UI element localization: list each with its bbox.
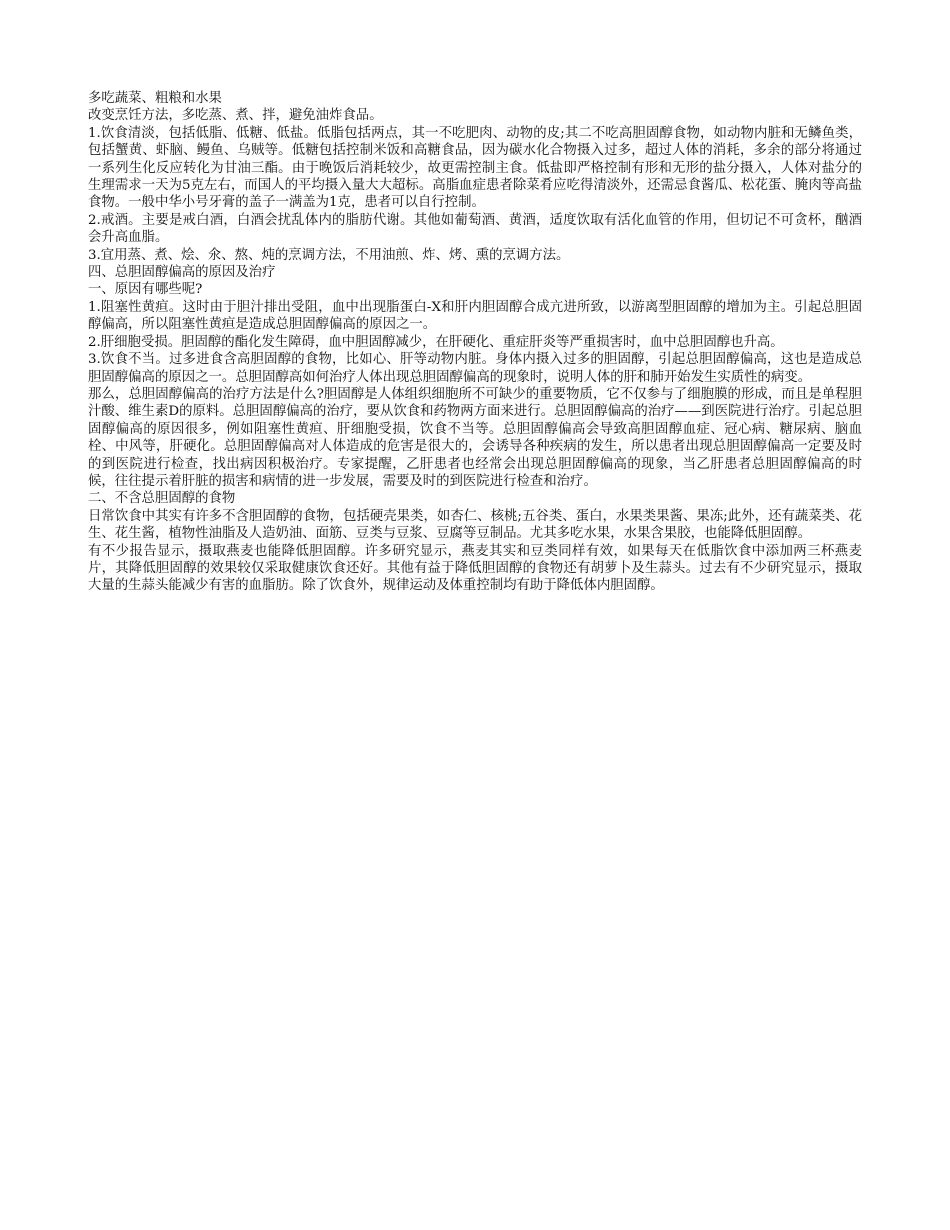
paragraph-obstructive-jaundice: 1.阻塞性黄疸。这时由于胆汁排出受阻，血中出现脂蛋白-X和肝内胆固醇合成亢进所致，以游离型胆固醇的增加为主。引起总胆固醇偏高，所以阻塞性黄疸是造成总胆固醇偏高的原因之一。: [88, 299, 862, 333]
paragraph-treatment: 那么，总胆固醇偏高的治疗方法是什么?胆固醇是人体组织细胞所不可缺少的重要物质，它不仅参与了细胞膜的形成，而且是单程胆汁酸、维生素D的原料。总胆固醇偏高的治疗，要从饮食和药物两方面来进行。总胆固醇偏高的治疗——到医院进行治疗。引起总胆固醇偏高的原因很多，例如阻塞性黄疸、肝细胞受损，饮食不当等。总胆固醇偏高会导致高胆固醇血症、冠心病、糖尿病、脑血栓、中风等，肝硬化。总胆固醇偏高对人体造成的危害是很大的，会诱导各种疾病的发生，所以患者出现总胆固醇偏高一定要及时的到医院进行检查，找出病因积极治疗。专家提醒，乙肝患者也经常会出现总胆固醇偏高的现象，当乙肝患者总胆固醇偏高的时候，往往提示着肝脏的损害和病情的进一步发展，需要及时的到医院进行检查和治疗。: [88, 386, 862, 489]
paragraph-liver-damage: 2.肝细胞受损。胆固醇的酯化发生障碍，血中胆固醇减少，在肝硬化、重症肝炎等严重损害时，血中总胆固醇也升高。: [88, 334, 784, 350]
subheading-vegetables: 多吃蔬菜、粗粮和水果: [88, 91, 222, 106]
paragraph-daily-foods: 日常饮食中其实有许多不含胆固醇的食物，包括硬壳果类，如杏仁、核桃;五谷类、蛋白，水果类果酱、果冻;此外，还有蔬菜类、花生、花生酱，植物性油脂及人造奶油、面筋、豆类与豆浆、豆腐等豆制品。尤其多吃水果，水果含果胶，也能降低胆固醇。: [88, 508, 862, 542]
paragraph-quit-alcohol: 2.戒酒。主要是戒白酒，白酒会扰乱体内的脂肪代谢。其他如葡萄酒、黄酒，适度饮取有活化血管的作用，但切记不可贪杯，酗酒会升高血脂。: [88, 212, 862, 246]
paragraph-cooking-methods: 改变烹饪方法，多吃蒸、煮、拌，避免油炸食品。: [88, 108, 383, 124]
subheading-cholesterol-free-foods: 二、不含总胆固醇的食物: [88, 491, 236, 507]
paragraph-light-diet: 1.饮食清淡，包括低脂、低糖、低盐。低脂包括两点，其一不吃肥肉、动物的皮;其二不吃高胆固醇食物，如动物内脏和无鳞鱼类，包括蟹黄、虾脑、鳗鱼、乌贼等。低糖包括控制米饭和高糖食品，因为碳水化合物摄入过多，超过人体的消耗，多余的部分将通过一系列生化反应转化为甘油三酯。由于晚饭后消耗较少，故更需控制主食。低盐即严格控制有形和无形的盐分摄入，人体对盐分的生理需求一天为5克左右，而国人的平均摄入量大大超标。高脂血症患者除菜肴应吃得清淡外，还需忌食酱瓜、松花蛋、腌肉等高盐食物。一般中华小号牙膏的盖子一满盖为1克，患者可以自行控制。: [88, 125, 862, 211]
subheading-causes: 一、原因有哪些呢?: [88, 282, 203, 298]
section-heading-causes-treatment: 四、总胆固醇偏高的原因及治疗: [88, 265, 276, 281]
paragraph-oats: 有不少报告显示，摄取燕麦也能降低胆固醇。许多研究显示，燕麦其实和豆类同样有效，如果每天在低脂饮食中添加两三杯燕麦片，其降低胆固醇的效果较仅采取健康饮食还好。其他有益于降低胆固醇的食物还有胡萝卜及生蒜头。过去有不少研究显示，摄取大量的生蒜头能减少有害的血脂肪。除了饮食外，规律运动及体重控制均有助于降低体内胆固醇。: [88, 543, 862, 594]
paragraph-cooking-style: 3.宜用蒸、煮、烩、氽、熬、炖的烹调方法，不用油煎、炸、烤、熏的烹调方法。: [88, 247, 570, 263]
document-body: [88, 90, 862, 595]
paragraph-improper-diet: 3.饮食不当。过多进食含高胆固醇的食物，比如心、肝等动物内脏。身体内摄入过多的胆固醇，引起总胆固醇偏高，这也是造成总胆固醇偏高的原因之一。总胆固醇高如何治疗人体出现总胆固醇偏高的现象时，说明人体的肝和肺开始发生实质性的病变。: [88, 352, 862, 385]
